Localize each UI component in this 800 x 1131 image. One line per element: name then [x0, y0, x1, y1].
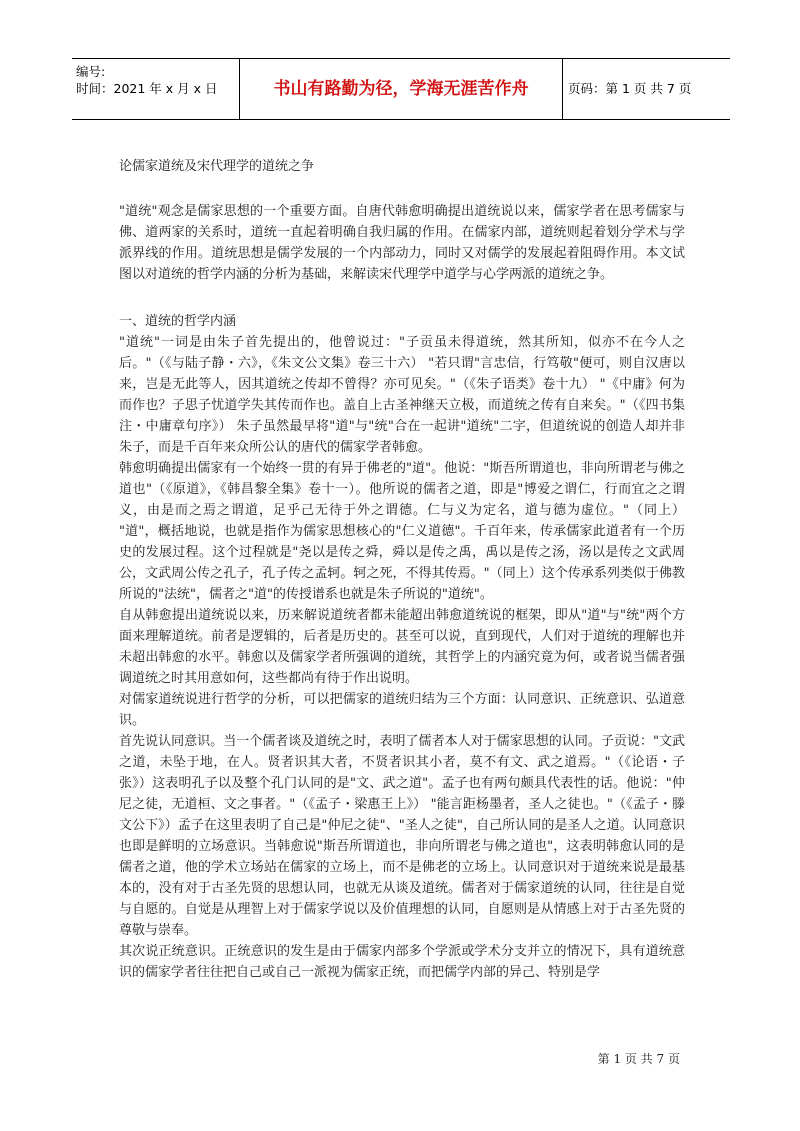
- intro-paragraph: "道统"观念是儒家思想的一个重要方面。自唐代韩愈明确提出道统说以来，儒家学者在思考儒家与佛、道两家的关系时，道统一直起着明确自我归属的作用。在儒家内部，道统则起着划分学术与学派界线的作用。道统思想是儒学发展的一个内部动力，同时又对儒学的发展起着阻碍作用。本文试图以对道统的哲学内涵的分析为基础，来解读宋代理学中道学与心学两派的道统之争。: [119, 204, 685, 282]
- body-paragraph: 自从韩愈提出道统说以来，历来解说道统者都未能超出韩愈道统说的框架，即从"道"与"统"两个方面来理解道统。前者是逻辑的，后者是历史的。甚至可以说，直到现代，人们对于道统的理解也并未超出韩愈的水平。韩愈以及儒家学者所强调的道统，其哲学上的内涵究竟为何，或者说当儒者强调道统之时其用意如何，这些都尚有待于作出说明。: [119, 608, 685, 686]
- header-motto: 书山有路勤为径，学海无涯苦作舟: [273, 79, 529, 99]
- page-footer: 第 1 页 共 7 页: [597, 1052, 680, 1066]
- header-meta: [76, 63, 236, 97]
- header-divider: [562, 59, 563, 119]
- body-paragraph: 首先说认同意识。当一个儒者谈及道统之时，表明了儒者本人对于儒家思想的认同。子贡说："文武之道，未坠于地，在人。贤者识其大者，不贤者识其小者，莫不有文、武之道焉。"（《论语・子张》）这表明孔子以及整个孔门认同的是"文、武之道"。孟子也有两句颇具代表性的话。他说："仲尼之徒，无道桓、文之事者。"（《孟子・梁惠王上》） "能言距杨墨者，圣人之徒也。"（《孟子・滕文公下》）孟子在这里表明了自己是"仲尼之徒"、"圣人之徒"，自己所认同的是圣人之道。认同意识也即是鲜明的立场意识。当韩愈说"斯吾所谓道也，非向所谓老与佛之道也"，这表明韩愈认同的是儒者之道，他的学术立场站在儒家的立场上，而不是佛老的立场上。认同意识对于道统来说是最基本的，没有对于古圣先贤的思想认同，也就无从谈及道统。儒者对于儒家道统的认同，往往是自觉与自愿的。自觉是从理智上对于儒家学说以及价值理想的认同，自愿则是从情感上对于古圣先贤的尊敬与崇奉。: [119, 734, 685, 938]
- header-page-info: 页码：第 1 页 共 7 页: [568, 81, 692, 96]
- body-paragraph: 韩愈明确提出儒家有一个始终一贯的有异于佛老的"道"。他说："斯吾所谓道也，非向所谓老与佛之道也"（《原道》，《韩昌黎全集》卷十一）。他所说的儒者之道，即是"博爱之谓仁，行而宜之之谓义，由是而之焉之谓道，足乎己无待于外之谓德。仁与义为定名，道与德为虚位。"（同上） "道"，概括地说，也就是指作为儒家思想核心的"仁义道德"。千百年来，传承儒家此道者有一个历史的发展过程。这个过程就是"尧以是传之舜，舜以是传之禹，禹以是传之汤，汤以是传之文武周公，文武周公传之孔子，孔子传之孟轲。轲之死，不得其传焉。"（同上）这个传承系列类似于佛教所说的"法统"，儒者之"道"的传授谱系也就是朱子所说的"道统"。: [119, 461, 685, 602]
- page-header: [72, 58, 730, 120]
- section-heading: 一、道统的哲学内涵: [119, 314, 237, 329]
- document-number-label: 编号:: [76, 64, 106, 79]
- body-paragraph: 其次说正统意识。正统意识的发生是由于儒家内部多个学派或学术分支并立的情况下，具有道统意识的儒家学者往往把自己或自己一派视为儒家正统，而把儒学内部的异己、特别是学: [119, 944, 685, 980]
- body-paragraph: 对儒家道统说进行哲学的分析，可以把儒家的道统归结为三个方面：认同意识、正统意识、弘道意识。: [119, 692, 685, 728]
- document-title: 论儒家道统及宋代理学的道统之争: [119, 159, 315, 174]
- document-date-label: 时间：2021 年 x 月 x 日: [76, 81, 218, 96]
- body-paragraph: "道统"一词是由朱子首先提出的，他曾说过："子贡虽未得道统，然其所知，似亦不在今人之后。"（《与陆子静・六》，《朱文公文集》卷三十六） "若只谓"言忠信，行笃敬"便可，则自汉唐以来，岂是无此等人，因其道统之传却不曾得？亦可见矣。"（《朱子语类》卷十九） "《中庸》何为而作也？子思子忧道学失其传而作也。盖自上古圣神继天立极，而道统之传有自来矣。"（《四书集注・中庸章句序》） 朱子虽然最早将"道"与"统"合在一起讲"道统"二字，但道统说的创造人却并非朱子，而是千百年来众所公认的唐代的儒家学者韩愈。: [119, 335, 685, 455]
- document-body: [119, 156, 685, 983]
